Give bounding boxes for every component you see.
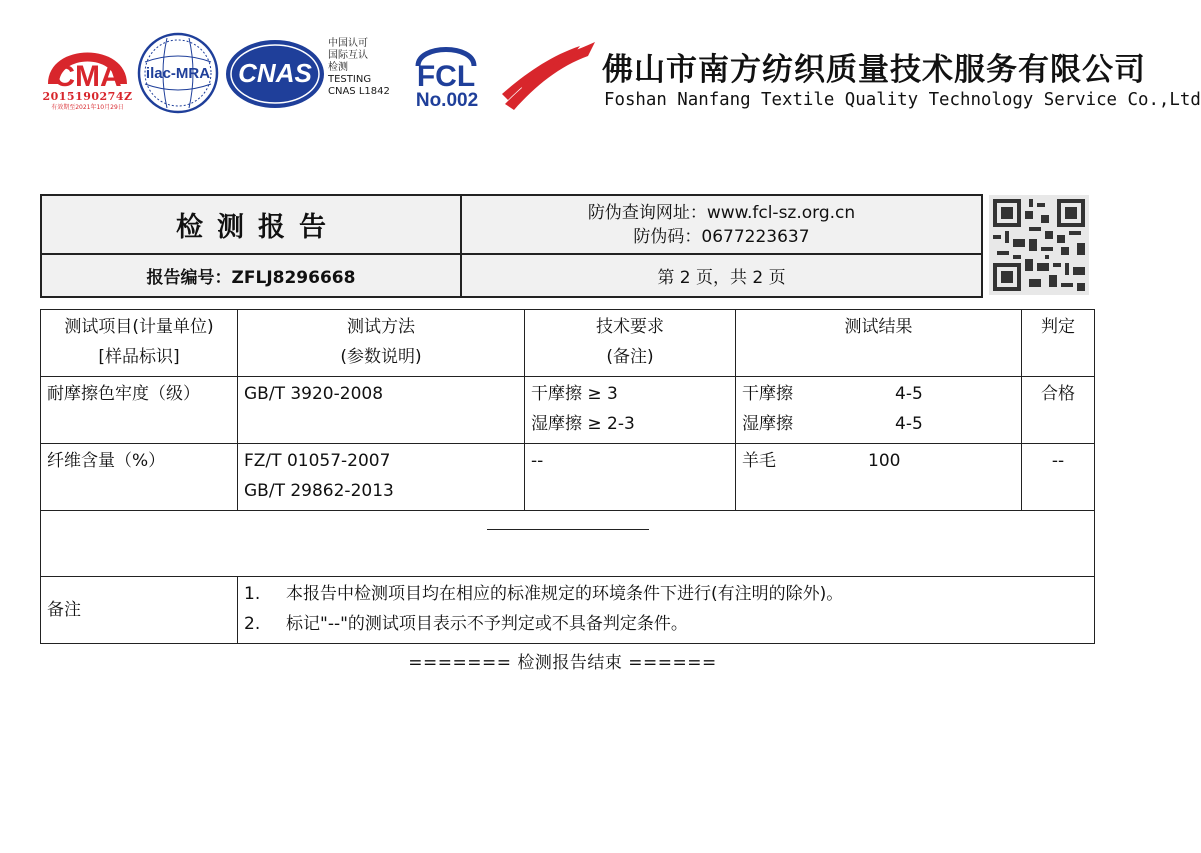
svg-text:CNAS: CNAS (238, 58, 312, 88)
report-end-marker: ======= 检测报告结束 ====== (408, 653, 717, 673)
cnas-caption-line: 国际互认 (328, 50, 368, 61)
ilac-mra-logo (137, 32, 219, 114)
report-header-box (40, 194, 983, 298)
verify-url: 防伪查询网址：www.fcl-sz.org.cn (587, 202, 856, 223)
cell-item: 纤维含量（%） (41, 444, 238, 511)
fcl-number: No.002 (415, 90, 479, 111)
column-header-requirement (525, 310, 736, 377)
method-line: GB/T 3920-2008 (244, 384, 384, 404)
method-line: FZ/T 01057-2007 (244, 451, 391, 471)
report-number: 报告编号：ZFLJ8296668 (42, 255, 462, 296)
svg-text:CMA: CMA (53, 60, 122, 93)
table-row-blank (41, 511, 1095, 577)
header-line: (备注) (606, 347, 654, 367)
cnas-caption-line: TESTING (328, 74, 372, 85)
anti-fake-code: 防伪码：0677223637 (633, 226, 810, 247)
header-line: 测试项目(计量单位) (64, 317, 214, 337)
note-number: 2. (244, 614, 261, 634)
cell-result (736, 377, 1022, 444)
result-line (742, 409, 1015, 439)
cma-validity: 有效期至2021年10月29日 (51, 104, 124, 111)
company-name-cn: 佛山市南方纺织质量技术服务有限公司 (602, 52, 1146, 88)
verification-info (462, 196, 981, 255)
cell-requirement (525, 377, 736, 444)
requirement-value: ≥ 2-3 (587, 414, 635, 434)
header-line: 技术要求 (596, 317, 664, 337)
cell-verdict: -- (1022, 444, 1095, 511)
end-line-mark (487, 529, 649, 530)
note-item (244, 609, 1088, 639)
cnas-logo (224, 38, 326, 110)
cell-result (736, 444, 1022, 511)
requirement-key: 干摩擦 (531, 384, 582, 404)
table-header-row (41, 310, 1095, 377)
table-row (41, 377, 1095, 444)
header-line: 判定 (1041, 317, 1075, 337)
cell-method (238, 444, 525, 511)
cell-requirement: -- (525, 444, 736, 511)
result-key: 羊毛 (742, 451, 776, 471)
cell-verdict: 合格 (1022, 377, 1095, 444)
cell-method (238, 377, 525, 444)
requirement-line (531, 409, 729, 439)
cell-item: 耐摩擦色牢度（级） (41, 377, 238, 444)
column-header-item (41, 310, 238, 377)
result-value: 4-5 (895, 414, 923, 434)
test-results-table (40, 309, 1095, 644)
cnas-caption-line: 检测 (328, 62, 348, 73)
qr-code (989, 195, 1089, 295)
note-text: 本报告中检测项目均在相应的标准规定的环境条件下进行(有注明的除外)。 (286, 584, 844, 604)
cnas-caption-line: 中国认可 (328, 38, 368, 49)
table-row (41, 444, 1095, 511)
note-number: 1. (244, 584, 261, 604)
page-info: 第 2 页，共 2 页 (462, 255, 981, 296)
svg-text:ilac-MRA: ilac-MRA (145, 65, 211, 82)
result-value: 4-5 (895, 384, 923, 404)
notes-row (41, 577, 1095, 644)
note-text: 标记"--"的测试项目表示不予判定或不具备判定条件。 (286, 614, 688, 634)
header-line: 测试方法 (347, 317, 415, 337)
cnas-caption (328, 38, 408, 98)
report-title: 检测报告 (42, 196, 462, 255)
requirement-key: 湿摩擦 (531, 414, 582, 434)
method-line: GB/T 29862-2013 (244, 481, 394, 501)
header-line: [样品标识] (98, 347, 180, 367)
requirement-value: ≥ 3 (587, 384, 618, 404)
company-name-en: Foshan Nanfang Textile Quality Technology Service Co.,Ltd (604, 90, 1201, 110)
cnas-caption-line: CNAS L1842 (328, 86, 390, 97)
requirement-line (531, 379, 729, 409)
header-line: 测试结果 (844, 317, 913, 337)
column-header-result (736, 310, 1022, 377)
result-line (742, 446, 1015, 476)
cma-cert-number: 2015190274Z (42, 90, 133, 103)
notes-label: 备注 (41, 577, 238, 644)
result-value: 100 (868, 451, 901, 471)
header-line: (参数说明) (340, 347, 422, 367)
column-header-verdict (1022, 310, 1095, 377)
result-key: 干摩擦 (742, 384, 793, 404)
notes-list (238, 577, 1095, 644)
column-header-method (238, 310, 525, 377)
result-line (742, 379, 1015, 409)
company-swoosh-logo (500, 34, 600, 112)
svg-text:FCL: FCL (416, 60, 476, 93)
end-of-items-cell (41, 511, 1095, 577)
note-item (244, 579, 1088, 609)
result-key: 湿摩擦 (742, 414, 793, 434)
